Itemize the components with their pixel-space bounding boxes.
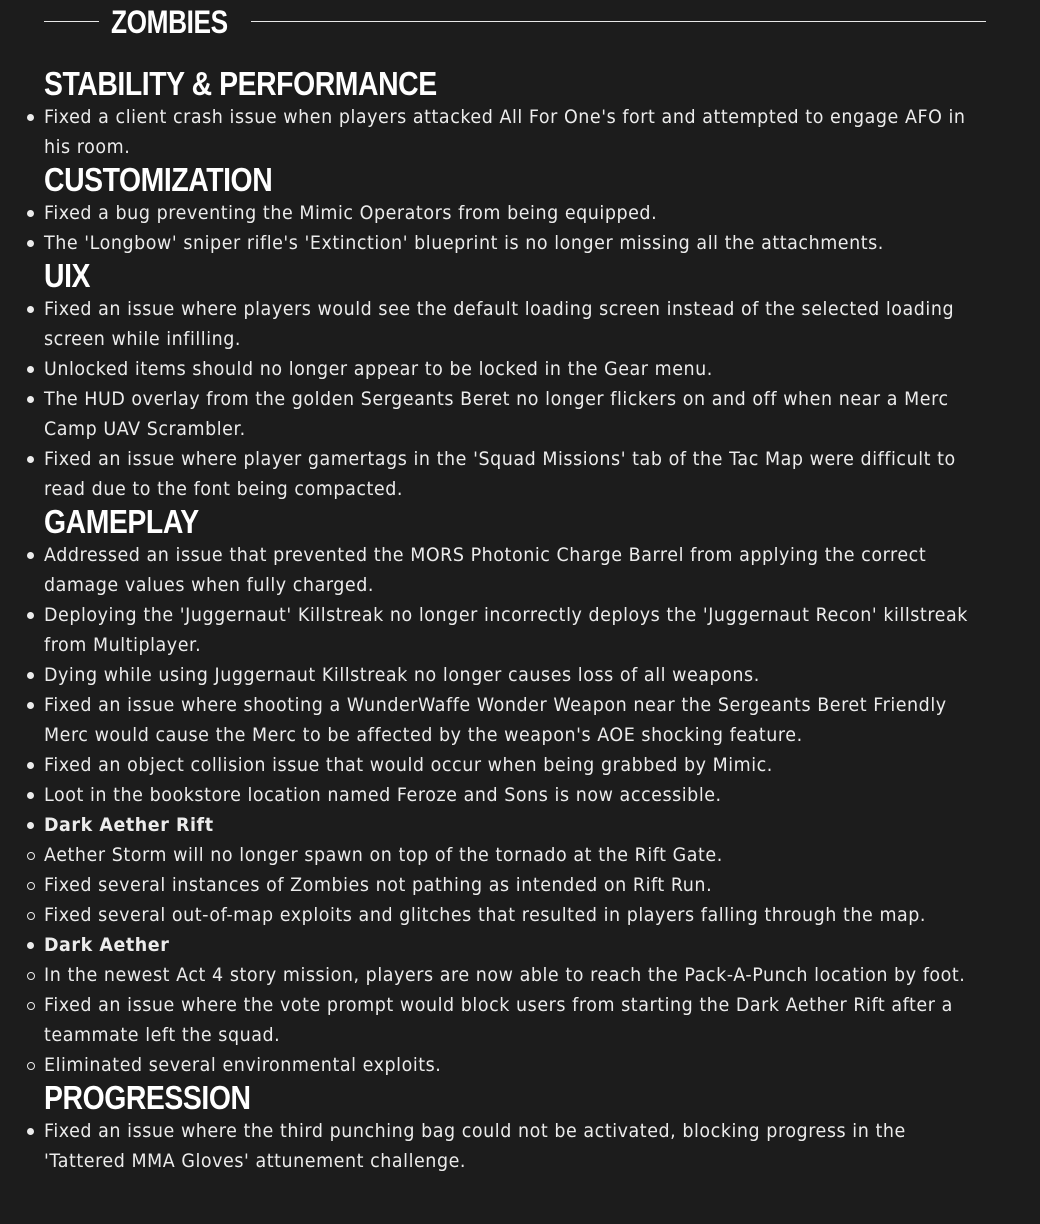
- bullet-icon: [27, 702, 34, 709]
- list-item: [44, 102, 986, 162]
- sub-list-item: [44, 1050, 986, 1080]
- item-text: Fixed an issue where players would see the default loading screen instead of the selected loading screen while infilling.: [44, 298, 955, 350]
- hollow-bullet-icon: [27, 1002, 35, 1010]
- item-text: In the newest Act 4 story mission, players are now able to reach the Pack-A-Punch location by foot.: [44, 964, 966, 986]
- list-item: [44, 660, 986, 690]
- sub-list-item: [44, 870, 986, 900]
- bullet-icon: [27, 366, 34, 373]
- section-title: STABILITY & PERFORMANCE: [44, 65, 437, 102]
- divider-line: [44, 21, 99, 22]
- hollow-bullet-icon: [27, 852, 35, 860]
- bullet-icon: [27, 210, 34, 217]
- sub-list-item: [44, 960, 986, 990]
- list-item: [44, 444, 986, 504]
- item-text: Fixed an issue where the third punching bag could not be activated, blocking progress in the 'Tattered MMA Gloves' attunement challenge.: [44, 1120, 906, 1172]
- hollow-bullet-icon: [27, 972, 35, 980]
- item-text: Fixed several out-of-map exploits and glitches that resulted in players falling through the map.: [44, 904, 927, 926]
- item-text: Aether Storm will no longer spawn on top of the tornado at the Rift Gate.: [44, 844, 723, 866]
- list-item: [44, 354, 986, 384]
- hollow-bullet-icon: [27, 912, 35, 920]
- bullet-icon: [27, 792, 34, 799]
- list-item: [44, 384, 986, 444]
- section-title: CUSTOMIZATION: [44, 161, 273, 198]
- item-text: Deploying the 'Juggernaut' Killstreak no longer incorrectly deploys the 'Juggernaut Recon' killstreak from Multiplayer.: [44, 604, 968, 656]
- item-text: Fixed a client crash issue when players attacked All For One's fort and attempted to engage AFO in his room.: [44, 106, 966, 158]
- item-text: Dark Aether Rift: [44, 814, 214, 836]
- bullet-icon: [27, 612, 34, 619]
- item-text: The HUD overlay from the golden Sergeants Beret no longer flickers on and off when near a Merc Camp UAV Scrambler.: [44, 388, 949, 440]
- item-text: Dying while using Juggernaut Killstreak no longer causes loss of all weapons.: [44, 664, 760, 686]
- bullet-icon: [27, 456, 34, 463]
- list-item: [44, 780, 986, 810]
- section-list: [44, 294, 986, 504]
- hollow-bullet-icon: [27, 882, 35, 890]
- item-text: Addressed an issue that prevented the MORS Photonic Charge Barrel from applying the correct damage values when fully charged.: [44, 544, 927, 596]
- bullet-icon: [27, 552, 34, 559]
- section-title: UIX: [44, 257, 91, 294]
- item-text: Fixed several instances of Zombies not pathing as intended on Rift Run.: [44, 874, 713, 896]
- section-list: [44, 1116, 986, 1176]
- section-title: PROGRESSION: [44, 1079, 251, 1116]
- list-item: [44, 228, 986, 258]
- sub-list-item: [44, 900, 986, 930]
- item-text: Fixed a bug preventing the Mimic Operators from being equipped.: [44, 202, 658, 224]
- list-item: [44, 690, 986, 750]
- sub-list-item: [44, 840, 986, 870]
- item-text: Fixed an object collision issue that would occur when being grabbed by Mimic.: [44, 754, 773, 776]
- item-text: The 'Longbow' sniper rifle's 'Extinction' blueprint is no longer missing all the attachments.: [44, 232, 884, 254]
- section-list: [44, 540, 986, 1080]
- item-text: Fixed an issue where the vote prompt would block users from starting the Dark Aether Rift after a teammate left the squad.: [44, 994, 953, 1046]
- bullet-icon: [27, 114, 34, 121]
- bullet-icon: [27, 942, 34, 949]
- bullet-icon: [27, 240, 34, 247]
- sub-list-item: [44, 990, 986, 1050]
- bullet-icon: [27, 396, 34, 403]
- list-item: [44, 198, 986, 228]
- divider-line: [251, 21, 986, 22]
- section-list: [44, 198, 986, 258]
- item-text: Loot in the bookstore location named Feroze and Sons is now accessible.: [44, 784, 722, 806]
- mode-title: ZOMBIES: [111, 4, 228, 40]
- list-item: [44, 540, 986, 600]
- bullet-icon: [27, 1128, 34, 1135]
- item-text: Dark Aether: [44, 934, 170, 956]
- subsection-heading: [44, 930, 986, 960]
- list-item: [44, 294, 986, 354]
- section-list: [44, 102, 986, 162]
- item-text: Fixed an issue where player gamertags in the 'Squad Missions' tab of the Tac Map were difficult to read due to the font being compacted.: [44, 448, 956, 500]
- bullet-icon: [27, 306, 34, 313]
- list-item: [44, 750, 986, 780]
- sections: [44, 66, 986, 1176]
- bullet-icon: [27, 822, 34, 829]
- section-title: GAMEPLAY: [44, 503, 199, 540]
- mode-header: [44, 0, 986, 44]
- item-text: Unlocked items should no longer appear to be locked in the Gear menu.: [44, 358, 713, 380]
- subsection-heading: [44, 810, 986, 840]
- item-text: Fixed an issue where shooting a WunderWaffe Wonder Weapon near the Sergeants Beret Friendly Merc would cause the Merc to be affected by the weapon's AOE shocking feature.: [44, 694, 947, 746]
- bullet-icon: [27, 672, 34, 679]
- hollow-bullet-icon: [27, 1062, 35, 1070]
- item-text: Eliminated several environmental exploits.: [44, 1054, 442, 1076]
- list-item: [44, 1116, 986, 1176]
- bullet-icon: [27, 762, 34, 769]
- list-item: [44, 600, 986, 660]
